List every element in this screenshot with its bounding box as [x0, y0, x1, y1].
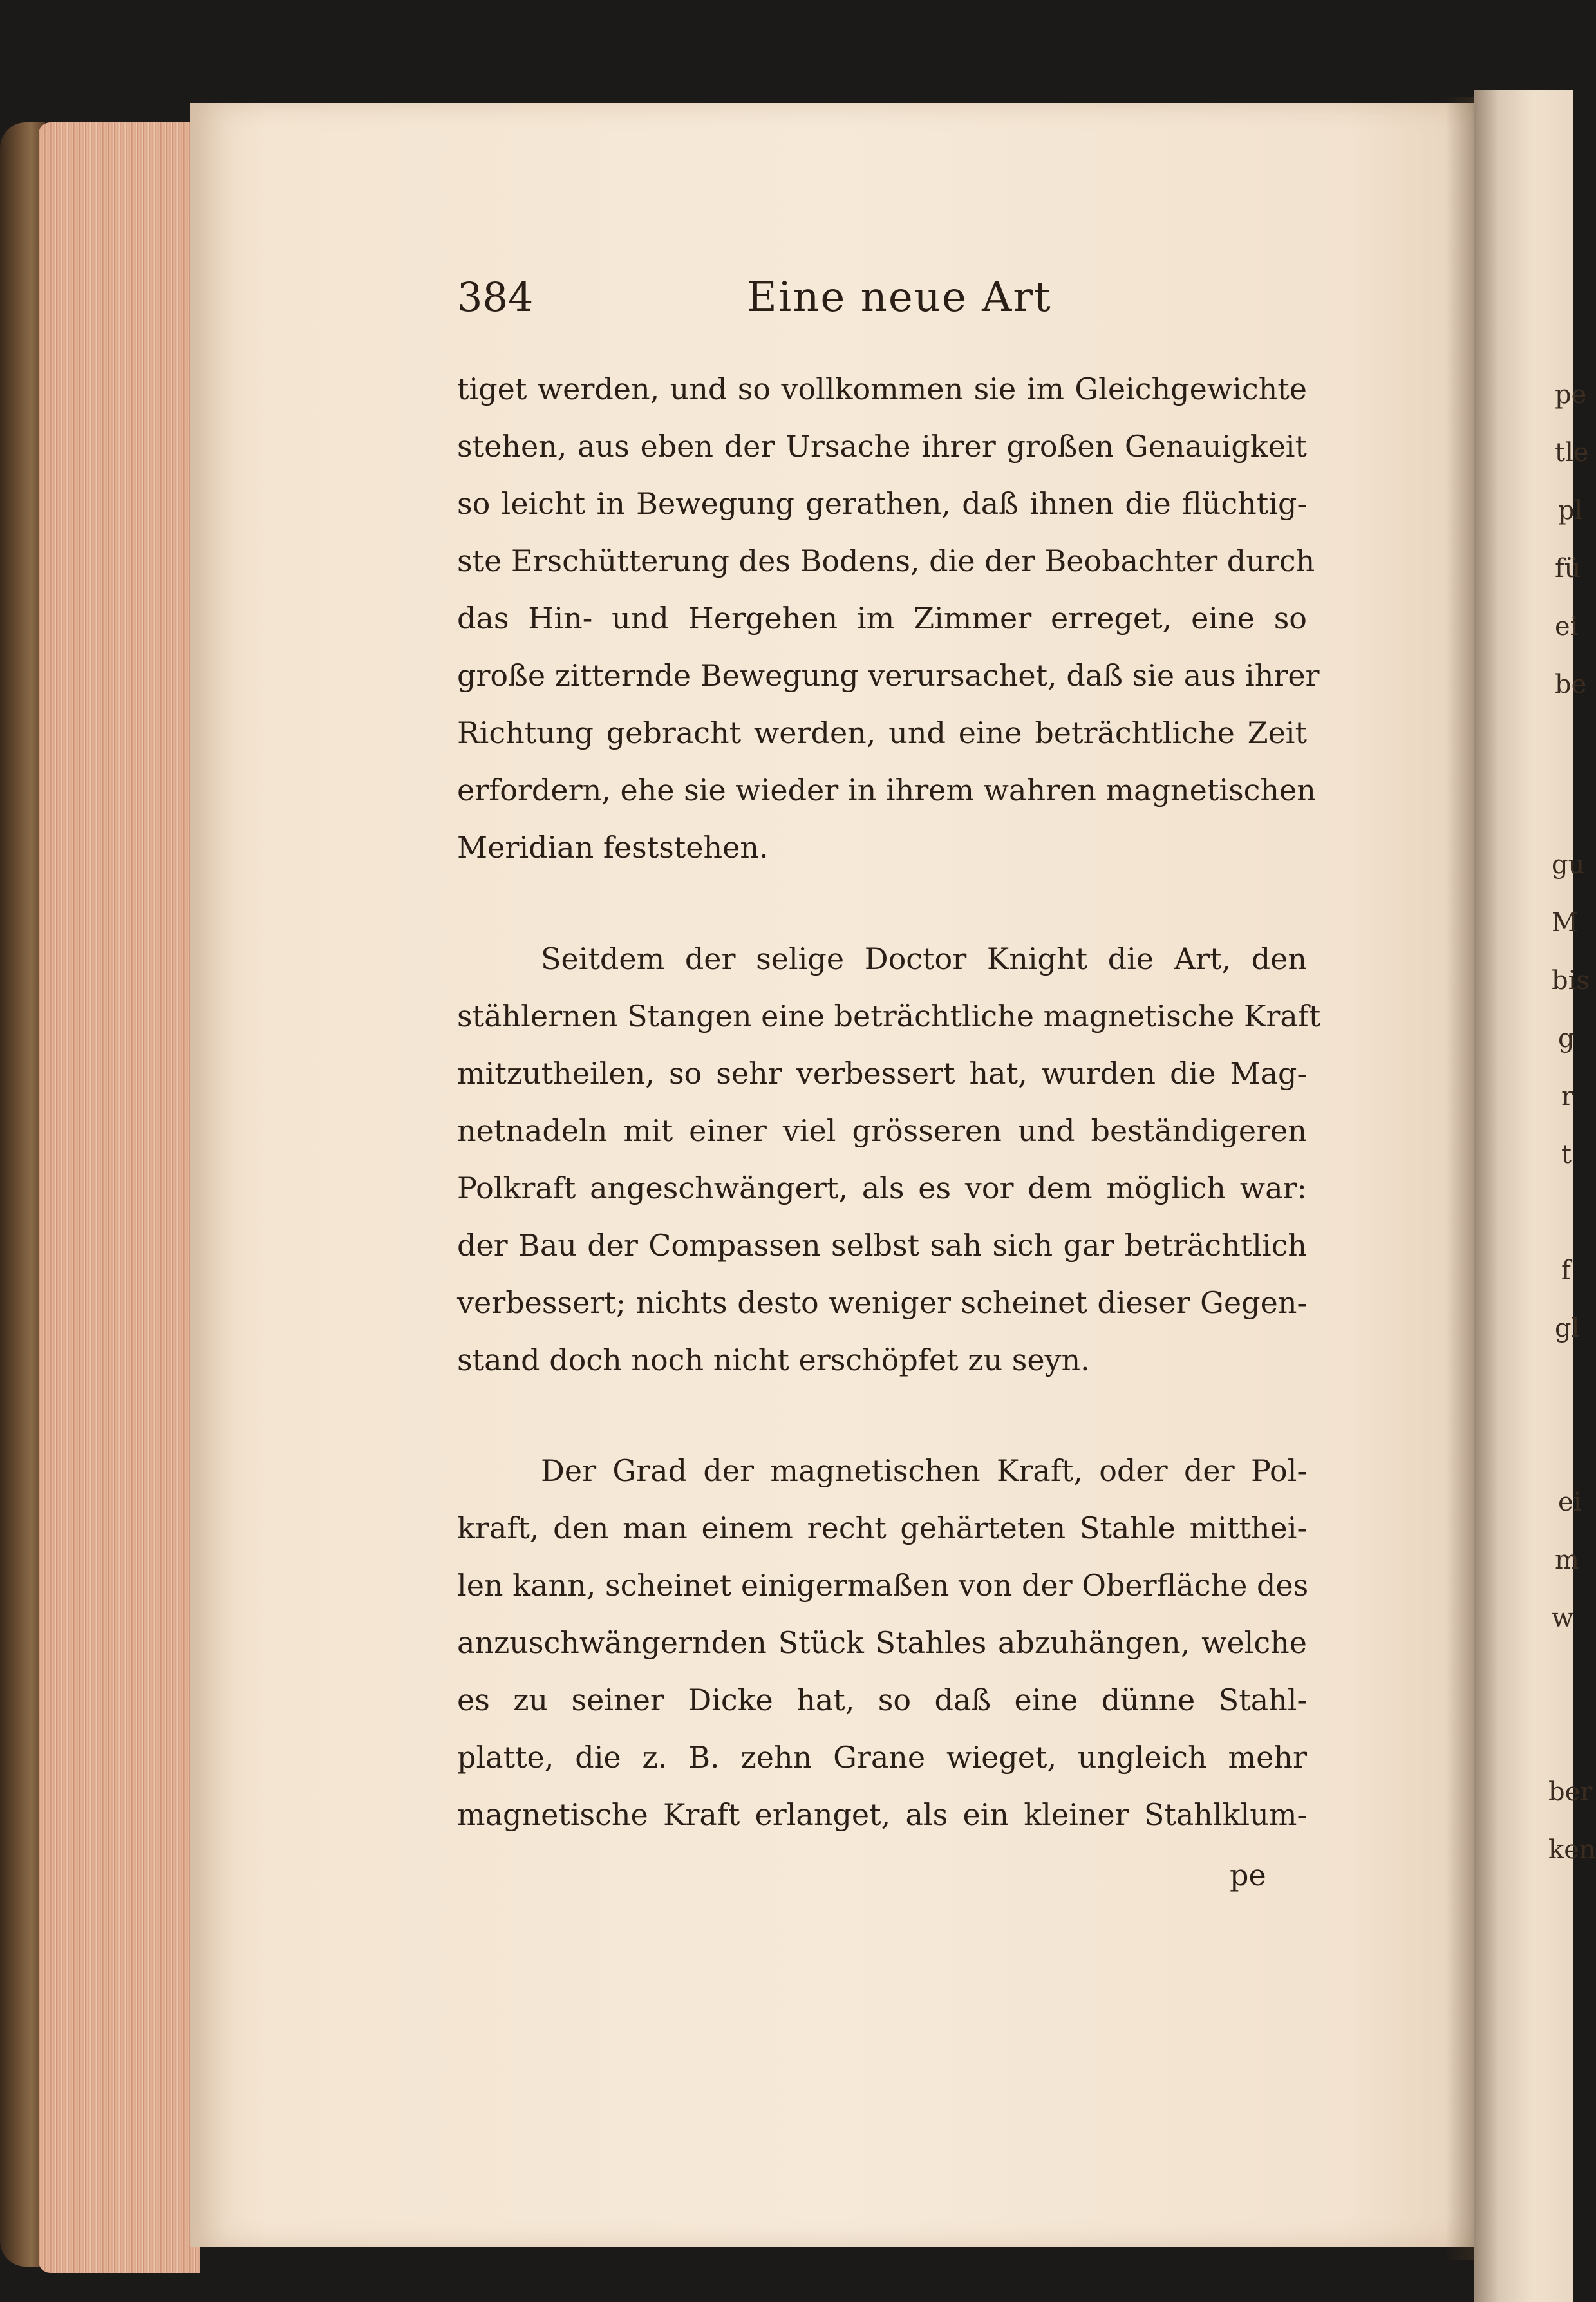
- text-line: so leicht in Bewegung gerathen, daß ihnen die flüchtig-: [457, 486, 1307, 521]
- fragment-text: ei: [1555, 612, 1579, 641]
- text-line: stählernen Stangen eine beträchtliche magnetische Kraft: [457, 999, 1321, 1033]
- text-line: Meridian feststehen.: [457, 830, 769, 865]
- fragment-text: t: [1561, 1140, 1572, 1169]
- fragment-text: ken: [1548, 1835, 1596, 1865]
- text-line: Der Grad der magnetischen Kraft, oder der Pol-: [541, 1453, 1307, 1488]
- text-line: platte, die z. B. zehn Grane wieget, ungleich mehr: [457, 1740, 1307, 1775]
- text-line: len kann, scheinet einigermaßen von der Oberfläche des: [457, 1568, 1309, 1603]
- fragment-text: ber: [1548, 1777, 1593, 1807]
- text-line: kraft, den man einem recht gehärteten Stahle mitthei-: [457, 1511, 1307, 1545]
- text-line: der Bau der Compassen selbst sah sich gar beträchtlich: [457, 1228, 1307, 1263]
- fragment-text: gu: [1552, 850, 1585, 880]
- text-line: stehen, aus eben der Ursache ihrer großen Genauigkeit: [457, 429, 1307, 464]
- fragment-text: fü: [1555, 554, 1581, 583]
- text-line: tiget werden, und so vollkommen sie im Gleichgewichte: [457, 372, 1307, 406]
- text-line: Seitdem der selige Doctor Knight die Art, den: [541, 941, 1307, 976]
- fragment-text: gl: [1555, 1314, 1580, 1343]
- paragraph-3: [457, 1442, 1307, 1844]
- fragment-text: pl: [1558, 496, 1583, 525]
- fragment-text: bis: [1552, 966, 1590, 995]
- catchword: pe: [1230, 1858, 1266, 1892]
- fragment-text: g: [1558, 1024, 1575, 1053]
- text-line: das Hin- und Hergehen im Zimmer erreget, eine so: [457, 601, 1307, 636]
- right-page-sliver: [1474, 90, 1573, 2302]
- fragment-text: tle: [1555, 438, 1589, 467]
- fragment-text: pe: [1555, 380, 1587, 410]
- text-line: Richtung gebracht werden, und eine beträchtliche Zeit: [457, 715, 1307, 750]
- text-line: stand doch noch nicht erschöpfet zu seyn.: [457, 1343, 1090, 1377]
- page-stack-edge: [39, 122, 200, 2273]
- page-title: Eine neue Art: [747, 274, 1052, 321]
- text-line: es zu seiner Dicke hat, so daß eine dünne Stahl-: [457, 1683, 1307, 1717]
- text-line: netnadeln mit einer viel grösseren und beständigeren: [457, 1113, 1307, 1148]
- text-line: mitzutheilen, so sehr verbessert hat, wurden die Mag-: [457, 1056, 1307, 1091]
- text-line: Polkraft angeschwängert, als es vor dem möglich war:: [457, 1171, 1307, 1205]
- running-head: [457, 274, 1307, 338]
- fragment-text: be: [1555, 670, 1587, 699]
- fragment-text: w: [1552, 1603, 1574, 1633]
- paragraph-1: [457, 361, 1320, 876]
- page-number: 384: [457, 274, 534, 321]
- text-line: große zitternde Bewegung verursachet, daß sie aus ihrer: [457, 658, 1320, 693]
- text-line: anzuschwängernden Stück Stahles abzuhängen, welche: [457, 1625, 1307, 1660]
- fragment-text: f: [1561, 1256, 1571, 1285]
- fragment-text: M: [1552, 908, 1578, 938]
- paragraph-2: [457, 930, 1321, 1389]
- text-line: erfordern, ehe sie wieder in ihrem wahren magnetischen: [457, 773, 1316, 807]
- fragment-text: r: [1561, 1082, 1574, 1111]
- text-line: verbessert; nichts desto weniger scheinet dieser Gegen-: [457, 1285, 1307, 1320]
- fragment-text: ei: [1558, 1487, 1582, 1517]
- text-line: magnetische Kraft erlanget, als ein kleiner Stahlklum-: [457, 1797, 1307, 1832]
- fragment-text: m: [1555, 1545, 1579, 1575]
- text-line: ste Erschütterung des Bodens, die der Beobachter durch: [457, 543, 1315, 578]
